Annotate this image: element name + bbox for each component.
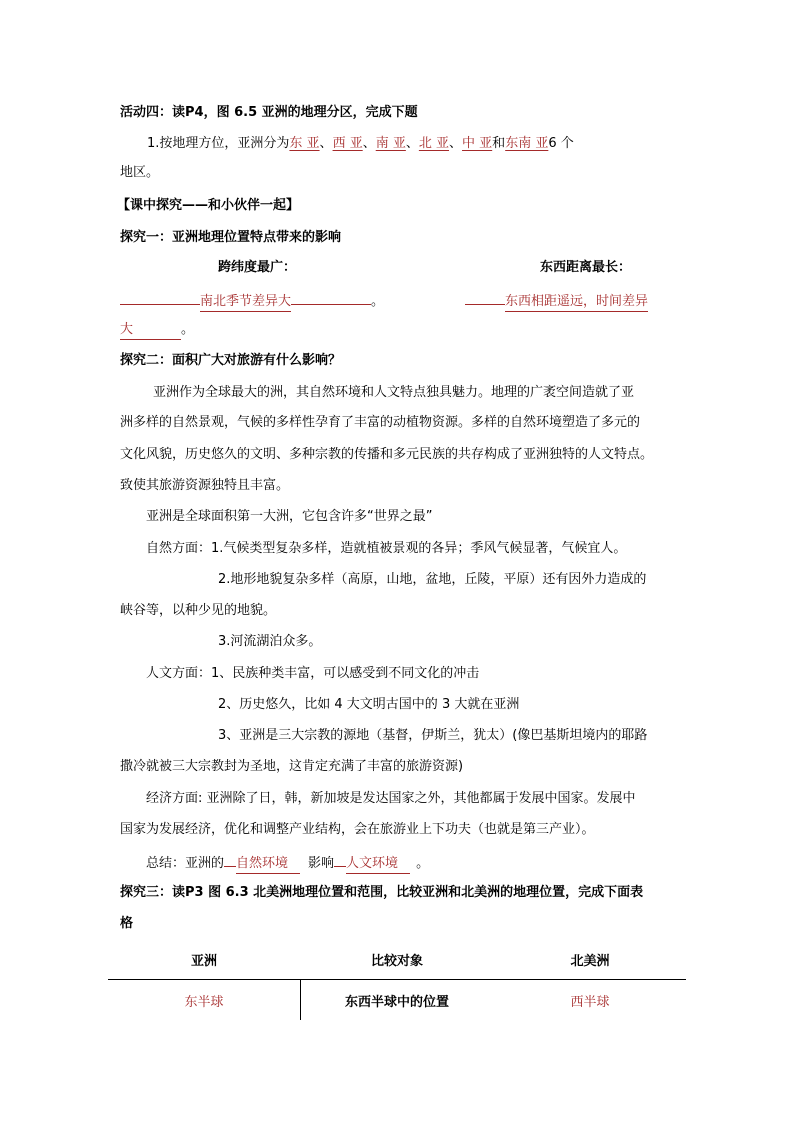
human-item3: 3、亚洲是三大宗教的源地（基督，伊斯兰，犹太）(像巴基斯坦境内的耶路 [218,728,648,743]
answer-region-5: 中 亚 [462,136,493,151]
activity4-q1-line2: 地区。 [120,165,160,180]
separator: 、 [449,136,463,151]
explore1-left-answer-line [120,290,384,312]
table-top-rule [108,979,686,980]
human-label: 人文方面： [146,666,212,681]
nature-item1: 1.气候类型复杂多样，造就植被景观的各异；季风气候显著，气候宜人。 [211,541,627,556]
table-header-asia: 亚洲 [190,954,217,969]
activity4-heading: 活动四：读P4，图 6.5 亚洲的地理分区，完成下题 [120,105,418,120]
count-suffix: 6 个 [548,136,574,151]
human-line1 [146,665,479,683]
table-cell-compare: 东西半球中的位置 [344,995,449,1010]
summary-line [146,852,429,874]
explore1-right-answer-line [465,290,648,312]
answer-region-1: 东 亚 [289,136,320,151]
blank-underline [465,290,505,305]
separator: 、 [405,136,419,151]
blank-underline [291,290,371,305]
section-title: 【课中探究——和小伙伴一起】 [117,198,300,213]
table-header-north-america: 北美洲 [570,954,610,969]
separator: 、 [319,136,333,151]
nature-line1 [146,540,626,558]
answer-region-4: 北 亚 [418,136,450,151]
economy-line2: 国家为发展经济，优化和调整产业结构，会在旅游业上下功夫（也就是第三产业）。 [120,822,595,837]
human-item1: 1、民族种类丰富，可以感受到不同文化的冲击 [211,666,480,681]
summary-end: 。 [416,856,430,871]
explore1-left-answer: 南北季节差异大 [200,293,291,312]
explore2-heading: 探究二：面积广大对旅游有什么影响？ [120,353,342,368]
explore3-heading-line1: 探究三：读P3 图 6.3 北美洲地理位置和范围，比较亚洲和北美洲的地理位置，完成下面表 [120,885,644,900]
para1-line2: 洲多样的自然景观，气候的多样性孕育了丰富的动植物资源。多样的自然环境塑造了多元的 [120,415,641,430]
human-item3-cont: 撒冷就被三大宗教封为圣地，这肯定充满了丰富的旅游资源) [120,759,464,774]
explore1-right-answer-cont-line [120,321,194,340]
para1-line4: 致使其旅游资源独特且丰富。 [120,478,290,493]
para2: 亚洲是全球面积第一大洲，它包含许多“世界之最” [146,509,433,524]
nature-item2: 2.地形地貌复杂多样（高原，山地，盆地，丘陵，平原）还有因外力造成的 [218,572,647,587]
explore1-right-answer: 东西相距遥远，时间差异 [505,293,648,312]
summary-answer-2: 人文环境 [346,855,410,874]
human-item2: 2、历史悠久，比如 4 大文明古国中的 3 大就在亚洲 [218,697,520,712]
answer-region-6: 东南 亚 [505,136,549,151]
answer-region-3: 南 亚 [375,136,406,151]
nature-item2-cont: 峡谷等，以种少见的地貌。 [120,603,277,618]
period: 。 [371,294,385,309]
q1-prefix: 1.按地理方位，亚洲分为 [147,136,290,151]
explore1-right-answer-cont: 大 [120,321,181,340]
summary-prefix: 总结：亚洲的 [146,856,225,871]
table-cell-asia: 东半球 [184,995,224,1010]
explore1-heading: 探究一：亚洲地理位置特点带来的影响 [120,230,342,245]
summary-answer-1: 自然环境 [236,855,300,874]
para1-line3: 文化风貌，历史悠久的文明、多种宗教的传播和多元民族的共存构成了亚洲独特的人文特点。 [120,447,654,462]
table-header-compare: 比较对象 [370,954,423,969]
answer-region-2: 西 亚 [332,136,363,151]
blank-underline [120,290,200,305]
blank-underline [224,852,236,867]
nature-label: 自然方面： [146,541,212,556]
explore1-right-label: 东西距离最长： [540,260,632,275]
para1-line1: 亚洲作为全球最大的洲，其自然环境和人文特点独具魅力。地理的广袤空间造就了亚 [153,385,635,400]
and-word: 和 [492,136,506,151]
economy-line1: 经济方面: 亚洲除了日，韩，新加坡是发达国家之外，其他都属于发展中国家。发展中 [146,791,636,806]
activity4-q1 [147,135,574,153]
nature-item3: 3.河流湖泊众多。 [218,634,322,649]
explore3-heading-line2: 格 [120,916,134,931]
blank-underline [334,852,346,867]
period: 。 [181,322,195,337]
separator: 、 [362,136,376,151]
explore1-left-label: 跨纬度最广： [218,260,297,275]
summary-mid: 影响 [308,856,335,871]
table-cell-north-america: 西半球 [570,995,610,1010]
